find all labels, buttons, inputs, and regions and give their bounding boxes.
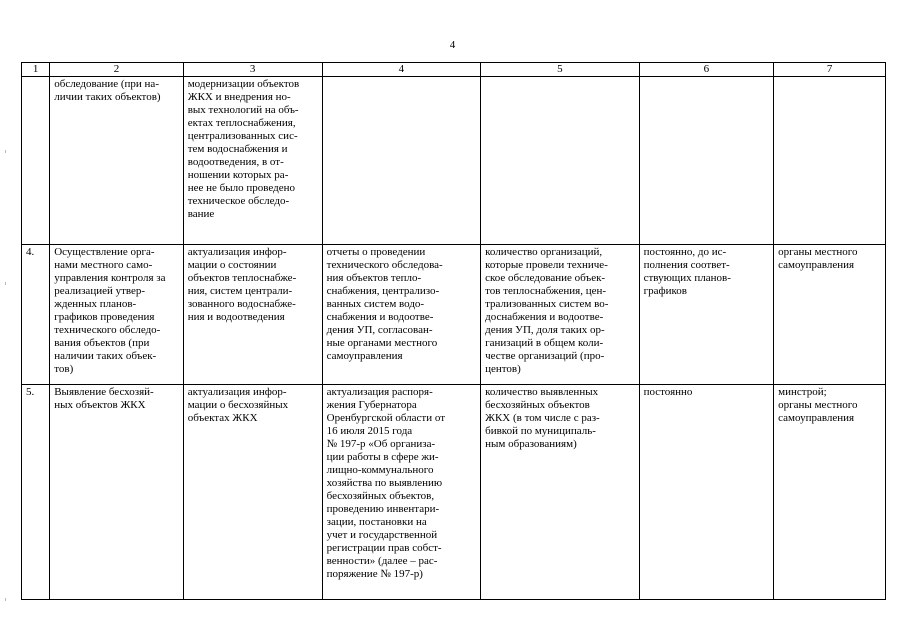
indicator-cell: количество выявленных бесхозяйных объектов ЖКХ (в том числе с раз- бивкой по муниципаль- ным образованиям) (481, 385, 639, 600)
result-document-cell: отчеты о проведении технического обследова- ния объектов тепло- снабжения, централизо- ванных систем водо- снабжения и водоотве- дения УП, согласован- ные органами местного самоуправления (322, 245, 480, 385)
measure-cell: Выявление бесхозяй- ных объектов ЖКХ (50, 385, 184, 600)
indicator-cell (481, 77, 639, 245)
table-row (22, 385, 886, 600)
deadline-cell (639, 77, 774, 245)
column-number-header: 2 (50, 63, 184, 77)
row-number-cell (22, 77, 50, 245)
scan-margin-mark (5, 150, 6, 153)
indicator-cell: количество организаций, которые провели техниче- ское обследование объек- тов теплоснабжения, цен- трализованных систем во- доснабжения и водоотве- дения УП, доля таких ор- ганизаций в общем коли- честве организаций (про- центов) (481, 245, 639, 385)
row-number-cell: 5. (22, 385, 50, 600)
purpose-cell: актуализация инфор- мации о бесхозяйных объектах ЖКХ (183, 385, 322, 600)
scan-margin-mark (5, 598, 6, 601)
column-number-header: 7 (774, 63, 886, 77)
measure-cell: обследование (при на- личии таких объектов) (50, 77, 184, 245)
result-document-cell (322, 77, 480, 245)
measures-table (21, 62, 886, 600)
row-number-cell: 4. (22, 245, 50, 385)
responsible-cell: органы местного самоуправления (774, 245, 886, 385)
scan-margin-mark (5, 282, 6, 285)
result-document-cell: актуализация распоря- жения Губернатора Оренбургской области от 16 июля 2015 года № 197-р «Об организа- ции работы в сфере жи- лищно-коммунального хозяйства по выявлению бесхозяйных объектов, проведению инвентари- зации, постановки на учет и государственной регистрации прав собст- венности» (далее – рас- поряжение № 197-р) (322, 385, 480, 600)
column-number-header: 5 (481, 63, 639, 77)
purpose-cell: модернизации объектов ЖКХ и внедрения но- вых технологий на объ- ектах теплоснабжения, централизованных сис- тем водоснабжения и водоотведения, в от- ношении которых ра- нее не было проведено техническое обследо- вание (183, 77, 322, 245)
column-number-header: 3 (183, 63, 322, 77)
purpose-cell: актуализация инфор- мации о состоянии объектов теплоснабже- ния, систем централи- зованного водоснабже- ния и водоотведения (183, 245, 322, 385)
document-table-container (21, 62, 886, 600)
measure-cell: Осуществление орга- нами местного само- управления контроля за реализацией утвер- жденных планов- графиков проведения технического обследо- вания объектов (при наличии таких объек- тов) (50, 245, 184, 385)
responsible-cell (774, 77, 886, 245)
deadline-cell: постоянно (639, 385, 774, 600)
responsible-cell: минстрой; органы местного самоуправления (774, 385, 886, 600)
column-number-header: 4 (322, 63, 480, 77)
page-number: 4 (449, 39, 456, 51)
column-number-header: 6 (639, 63, 774, 77)
table-row (22, 245, 886, 385)
table-row (22, 77, 886, 245)
column-number-header: 1 (22, 63, 50, 77)
deadline-cell: постоянно, до ис- полнения соответ- ствующих планов- графиков (639, 245, 774, 385)
table-header-row (22, 63, 886, 77)
